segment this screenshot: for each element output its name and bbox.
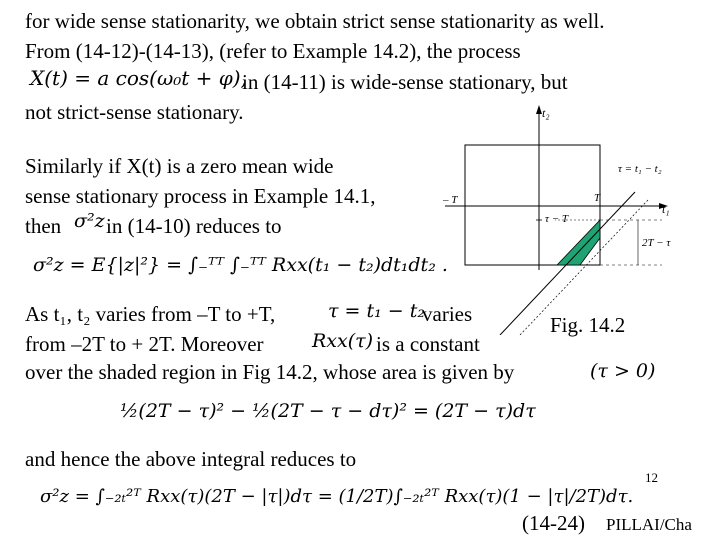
text-line-7a: then <box>25 214 62 238</box>
variance-integral-equation: σ²z = E{|z|²} = ∫₋ᵀᵀ ∫₋ᵀᵀ Rxx(t₁ − t₂)dt₁dt₂ . <box>33 254 448 276</box>
tau-line-label: τ = t₁ − t₂ <box>618 163 662 175</box>
process-equation <box>30 66 247 90</box>
final-equation: σ²z = ∫₋₂ₜ²ᵀ Rxx(τ)(2T − |τ|)dτ = (1/2T)∫₋₂ₜ²ᵀ Rxx(τ)(1 − |τ|/2T)dτ. <box>40 486 634 507</box>
T-label: T <box>594 192 601 204</box>
minus-T-label: – T <box>443 194 458 206</box>
text-line-3: in (14-11) is wide-sense stationary, but <box>242 70 568 94</box>
area-equation: ½(2T − τ)² − ½(2T − τ − dτ)² = (2T − τ)dτ <box>120 400 536 422</box>
author-footer: PILLAI/Cha <box>606 515 692 534</box>
text-line-6: sense stationary process in Example 14.1, <box>25 184 376 208</box>
tau-definition: τ = t₁ − t₂ <box>328 300 426 322</box>
text-line-4: not strict-sense stationary. <box>25 100 244 124</box>
equation-number: (14-24) <box>522 511 585 535</box>
text-line-9a: from –2T to + 2T. Moreover <box>25 332 264 356</box>
text-line-8b: varies <box>422 302 473 326</box>
2T-minus-tau-label: 2T − τ <box>642 237 671 249</box>
text-line-1: for wide sense stationarity, we obtain strict sense stationarity as well. <box>25 9 605 33</box>
text-line-11: and hence the above integral reduces to <box>25 447 357 471</box>
shaded-region <box>557 220 600 265</box>
axis-t2-label: t₂ <box>542 106 550 120</box>
axis-t1-label: t₁ <box>662 202 670 216</box>
figure-diagram <box>440 100 715 335</box>
figure-14-2 <box>440 100 715 335</box>
text-line-10: over the shaded region in Fig 14.2, whose area is given by <box>25 360 515 384</box>
rxx-symbol: Rxx(τ) <box>312 330 374 352</box>
text-line-7b: in (14-10) reduces to <box>106 214 282 238</box>
tau-minus-T-label: τ − T <box>545 213 568 225</box>
figure-caption: Fig. 14.2 <box>550 313 626 337</box>
page-number: 12 <box>645 470 658 485</box>
text-line-9b: is a constant <box>376 332 480 356</box>
process-equation-text: X(t) = a cos(ω₀t + φ), <box>30 66 247 90</box>
sigma-z-symbol: σ²z <box>74 210 105 232</box>
tau-positive: (τ > 0) <box>590 360 656 382</box>
text-line-8a: As t₁, t₂ varies from –T to +T, <box>25 302 276 326</box>
text-line-2: From (14-12)-(14-13), (refer to Example 14.2), the process <box>25 39 521 63</box>
text-line-5: Similarly if X(t) is a zero mean wide <box>25 154 334 178</box>
